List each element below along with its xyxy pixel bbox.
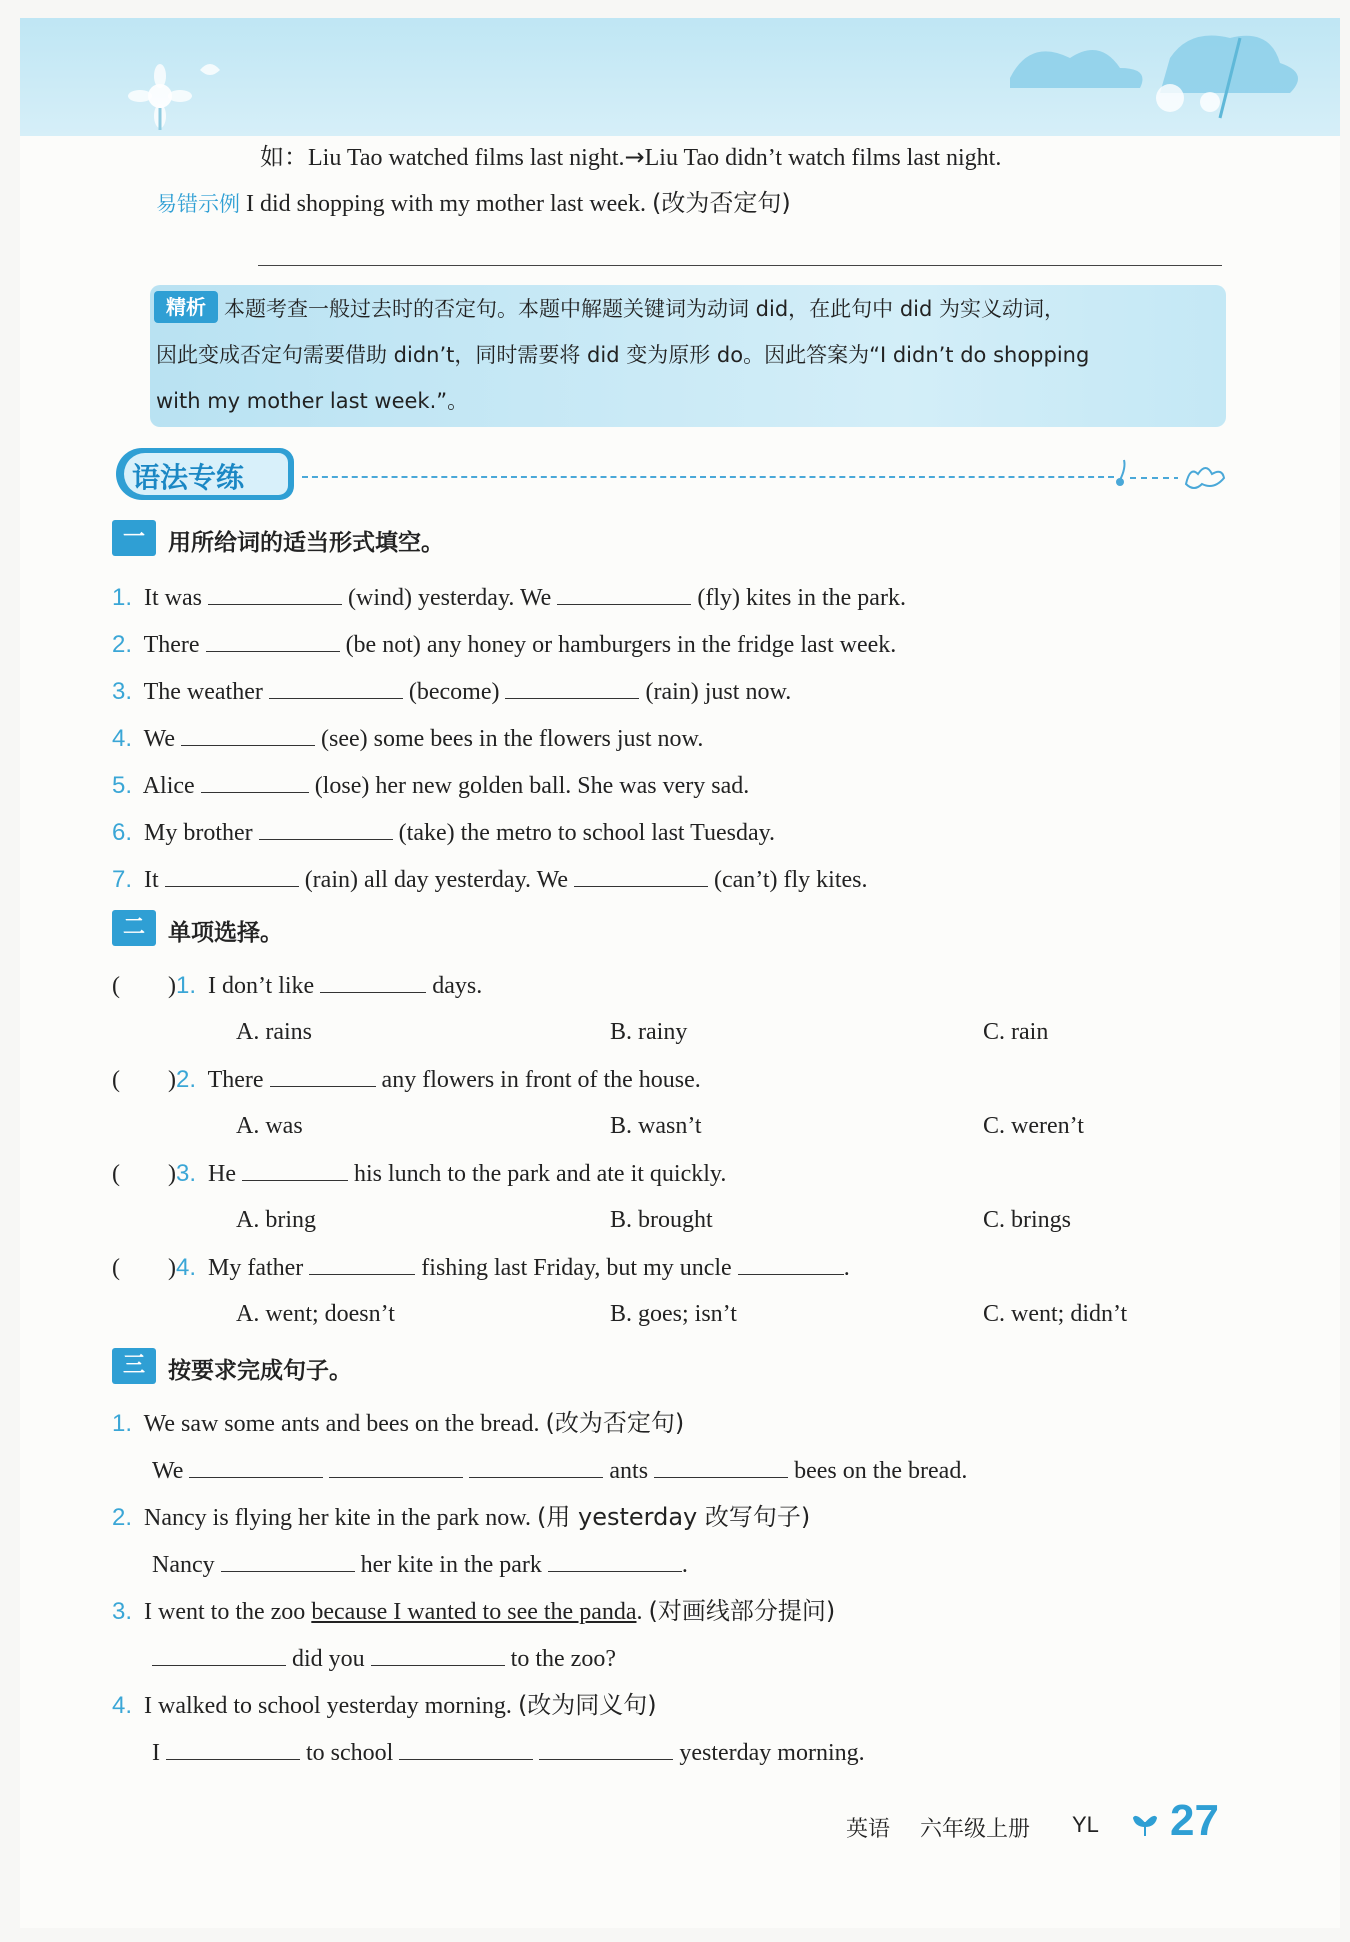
- item-text: It was: [144, 585, 202, 611]
- s2-q4-option-b[interactable]: B. goes; isn’t: [610, 1301, 737, 1327]
- section-1-badge: 一: [112, 520, 156, 556]
- item-text: We: [152, 1458, 184, 1484]
- fill-blank[interactable]: [399, 1737, 533, 1760]
- example-source: Liu Tao watched films last night.: [308, 145, 625, 171]
- item-number: 3.: [175, 1160, 196, 1187]
- item-text: I: [152, 1740, 160, 1766]
- leaf-icon: [1132, 1810, 1158, 1838]
- section-2-badge: 二: [112, 910, 156, 946]
- item-text: ants: [609, 1458, 649, 1484]
- fill-blank[interactable]: [309, 1252, 415, 1275]
- item-text: There: [207, 1067, 264, 1093]
- answer-paren[interactable]: ( ): [112, 973, 176, 999]
- fill-blank[interactable]: [165, 864, 299, 887]
- grammar-title-label: 语法专练: [132, 461, 245, 494]
- item-text: I walked to school yesterday morning.: [144, 1693, 512, 1719]
- item-text: days.: [432, 973, 483, 999]
- s2-q3-option-b[interactable]: B. brought: [610, 1207, 713, 1233]
- item-text: We saw some ants and bees on the bread.: [143, 1411, 540, 1437]
- item-text: yesterday morning.: [679, 1740, 865, 1766]
- footer-grade: 六年级上册: [920, 1817, 1031, 1842]
- fill-blank[interactable]: [548, 1549, 682, 1572]
- item-text: (fly) kites in the park.: [697, 585, 906, 611]
- answer-paren[interactable]: ( ): [112, 1067, 176, 1093]
- fill-blank[interactable]: [505, 676, 639, 699]
- s3-answer-3: [152, 1643, 616, 1674]
- s1-item-2: [112, 629, 896, 660]
- fill-blank[interactable]: [242, 1158, 348, 1181]
- example-prefix: 如：: [260, 143, 308, 171]
- fill-blank[interactable]: [259, 817, 393, 840]
- item-number: 3.: [112, 1598, 133, 1625]
- s3-question-4: [112, 1690, 657, 1721]
- s2-q3-option-a[interactable]: A. bring: [236, 1207, 316, 1233]
- fill-blank[interactable]: [201, 770, 309, 793]
- s2-q4-option-a[interactable]: A. went; doesn’t: [236, 1301, 395, 1327]
- item-instruction: (改为否定句): [545, 1409, 685, 1437]
- s1-item-3: [112, 676, 791, 707]
- section-3-badge: 三: [112, 1348, 156, 1384]
- fill-blank[interactable]: [208, 582, 342, 605]
- item-text: his lunch to the park and ate it quickly.: [353, 1161, 727, 1187]
- s1-item-7: [112, 864, 868, 895]
- underlined-phrase: because I wanted to see the panda: [311, 1599, 637, 1625]
- error-example-tag: 易错示例: [156, 192, 240, 216]
- item-text: bees on the bread.: [794, 1458, 968, 1484]
- s3-question-2: [112, 1502, 810, 1533]
- item-number: 1.: [175, 972, 196, 999]
- arrow-icon: →: [624, 143, 645, 171]
- s3-answer-4: [152, 1737, 865, 1768]
- answer-paren[interactable]: ( ): [112, 1161, 176, 1187]
- s2-q4-option-c[interactable]: C. went; didn’t: [983, 1301, 1128, 1327]
- s3-answer-2: [152, 1549, 688, 1580]
- item-text: Nancy is flying her kite in the park now.: [144, 1505, 532, 1531]
- item-text: (become): [408, 679, 500, 705]
- s1-item-6: [112, 817, 775, 848]
- item-text: Nancy: [152, 1552, 215, 1578]
- item-text: to school: [306, 1740, 394, 1766]
- answer-line[interactable]: [258, 265, 1222, 266]
- item-number: 4.: [112, 1692, 133, 1719]
- item-text: I went to the zoo: [144, 1599, 306, 1625]
- s3-question-3: [112, 1596, 835, 1627]
- header-banner: [20, 18, 1340, 136]
- dashed-divider: [302, 476, 1114, 478]
- item-instruction: (对画线部分提问): [648, 1597, 836, 1625]
- s1-item-1: [112, 582, 906, 613]
- item-number: 3.: [112, 678, 133, 705]
- fill-blank[interactable]: [539, 1737, 673, 1760]
- s2-question-1: [112, 970, 482, 1001]
- music-note-icon: [1114, 458, 1244, 494]
- item-text: (rain) all day yesterday. We: [304, 867, 568, 893]
- fill-blank[interactable]: [469, 1455, 603, 1478]
- s1-item-5: [112, 770, 749, 801]
- footer-subject: 英语: [846, 1817, 891, 1842]
- section-3-title: 按要求完成句子。: [168, 1358, 352, 1384]
- s2-question-2: [112, 1064, 701, 1095]
- item-text: (take) the metro to school last Tuesday.: [398, 820, 776, 846]
- item-number: 1.: [112, 584, 133, 611]
- fill-blank[interactable]: [152, 1643, 286, 1666]
- item-text: .: [636, 1599, 643, 1625]
- item-text: (wind) yesterday. We: [348, 585, 552, 611]
- item-text: .: [681, 1552, 688, 1578]
- analysis-box: [150, 285, 1226, 427]
- s1-item-4: [112, 723, 703, 754]
- item-number: 6.: [112, 819, 133, 846]
- s3-question-1: [112, 1408, 684, 1439]
- item-text: .: [843, 1255, 850, 1281]
- item-text: It: [144, 867, 159, 893]
- footer-edition: YL: [1072, 1812, 1099, 1837]
- error-example-sentence: I did shopping with my mother last week.: [246, 191, 646, 217]
- section-2-title: 单项选择。: [168, 920, 283, 946]
- error-example-line: [156, 188, 791, 219]
- fill-blank[interactable]: [574, 864, 708, 887]
- item-text: fishing last Friday, but my uncle: [421, 1255, 732, 1281]
- item-text: Alice: [142, 773, 195, 799]
- fill-blank[interactable]: [206, 629, 340, 652]
- item-number: 4.: [175, 1254, 196, 1281]
- fill-blank[interactable]: [738, 1252, 844, 1275]
- item-number: 1.: [112, 1410, 133, 1437]
- fill-blank[interactable]: [181, 723, 315, 746]
- s2-question-4: [112, 1252, 850, 1283]
- fill-blank[interactable]: [329, 1455, 463, 1478]
- item-text: I don’t like: [208, 973, 315, 999]
- item-text: any flowers in front of the house.: [381, 1067, 701, 1093]
- worksheet-page: [20, 18, 1340, 1928]
- item-instruction: (用 yesterday 改写句子): [537, 1503, 811, 1531]
- fill-blank[interactable]: [557, 582, 691, 605]
- banner-decoration: [20, 18, 1340, 136]
- s2-q2-option-a[interactable]: A. was: [236, 1113, 303, 1139]
- item-text: He: [208, 1161, 236, 1187]
- item-number: 2.: [112, 631, 133, 658]
- fill-blank[interactable]: [270, 1064, 376, 1087]
- item-text: There: [143, 632, 200, 658]
- item-text: her kite in the park: [360, 1552, 542, 1578]
- fill-blank[interactable]: [320, 970, 426, 993]
- item-text: (lose) her new golden ball. She was very sad.: [314, 773, 750, 799]
- item-text: My brother: [144, 820, 253, 846]
- s2-q1-option-a[interactable]: A. rains: [236, 1019, 312, 1045]
- item-text: We: [143, 726, 175, 752]
- section-1-title: 用所给词的适当形式填空。: [168, 530, 444, 556]
- item-text: (be not) any honey or hamburgers in the fridge last week.: [345, 632, 897, 658]
- item-text: (can’t) fly kites.: [713, 867, 868, 893]
- answer-paren[interactable]: ( ): [112, 1255, 176, 1281]
- analysis-line-1: 本题考查一般过去时的否定句。本题中解题关键词为动词 did，在此句中 did 为实义动词，: [224, 297, 1066, 321]
- analysis-line-3: with my mother last week.”。: [156, 389, 469, 413]
- fill-blank[interactable]: [371, 1643, 505, 1666]
- grammar-practice-title: [116, 448, 294, 502]
- fill-blank[interactable]: [166, 1737, 300, 1760]
- example-result: Liu Tao didn’t watch films last night.: [644, 145, 1002, 171]
- item-text: did you: [292, 1646, 365, 1672]
- s3-answer-1: [152, 1455, 967, 1486]
- item-number: 2.: [112, 1504, 133, 1531]
- item-text: The weather: [143, 679, 263, 705]
- error-example-instruction: (改为否定句): [651, 189, 791, 217]
- analysis-tag: 精析: [154, 291, 218, 323]
- s2-q2-option-b[interactable]: B. wasn’t: [610, 1113, 702, 1139]
- fill-blank[interactable]: [221, 1549, 355, 1572]
- s2-q1-option-b[interactable]: B. rainy: [610, 1019, 688, 1045]
- fill-blank[interactable]: [269, 676, 403, 699]
- s2-question-3: [112, 1158, 726, 1189]
- item-instruction: (改为同义句): [517, 1691, 657, 1719]
- s2-q1-option-c[interactable]: C. rain: [983, 1019, 1049, 1045]
- item-number: 5.: [112, 772, 133, 799]
- page-number: 27: [1170, 1796, 1219, 1845]
- s2-q3-option-c[interactable]: C. brings: [983, 1207, 1072, 1233]
- item-number: 2.: [175, 1066, 196, 1093]
- fill-blank[interactable]: [189, 1455, 323, 1478]
- item-number: 4.: [112, 725, 133, 752]
- item-text: My father: [208, 1255, 304, 1281]
- item-text: (see) some bees in the flowers just now.: [320, 726, 704, 752]
- item-number: 7.: [112, 866, 133, 893]
- item-text: to the zoo?: [510, 1646, 616, 1672]
- s2-q2-option-c[interactable]: C. weren’t: [983, 1113, 1084, 1139]
- example-line: [260, 142, 1001, 173]
- fill-blank[interactable]: [654, 1455, 788, 1478]
- item-text: (rain) just now.: [645, 679, 792, 705]
- analysis-line-2: 因此变成否定句需要借助 didn’t，同时需要将 did 变为原形 do。因此答案为“I didn’t do shopping: [156, 343, 1090, 367]
